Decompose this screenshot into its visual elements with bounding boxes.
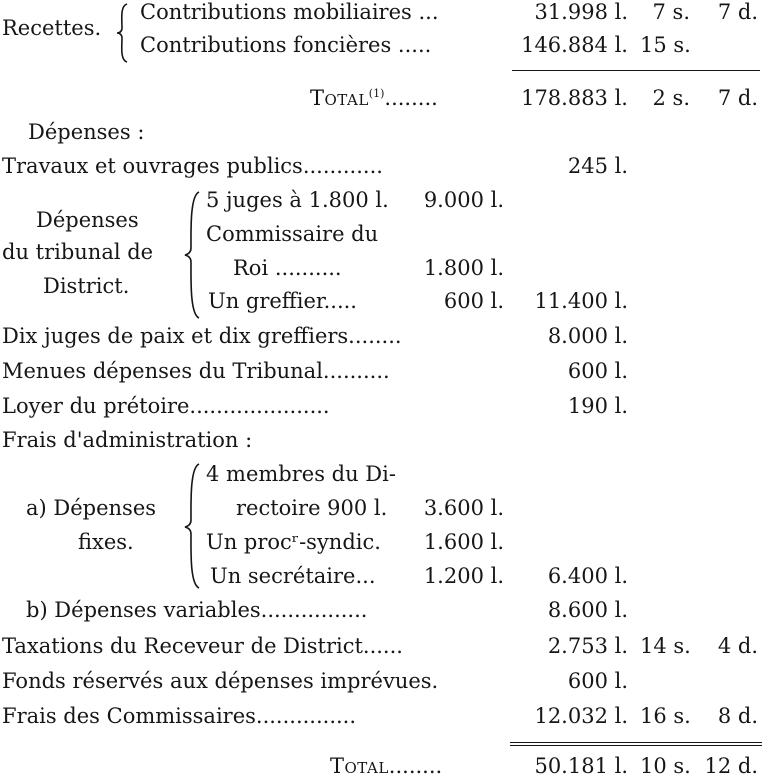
procureur-amount: 1.600 l. — [423, 530, 504, 554]
procureur-label: Un procʳ-syndic. — [206, 530, 381, 554]
recettes-total-deniers: 7 d. — [717, 86, 758, 110]
secretaire-amount: 1.200 l. — [423, 564, 504, 588]
loyer-amount: 190 l. — [567, 394, 628, 418]
foncieres-livres: 146.884 l. — [521, 33, 628, 57]
tribunal-label-2: du tribunal de — [2, 240, 154, 264]
fixes-subtotal: 6.400 l. — [547, 564, 628, 588]
taxations-label: Taxations du Receveur de District...... — [2, 634, 403, 658]
recettes-total-line — [310, 88, 438, 109]
fixes-brace — [184, 462, 202, 590]
greffier-label: Un greffier..... — [208, 289, 357, 313]
recettes-total-dots: ........ — [384, 86, 438, 110]
commissaire-line-2: Roi .......... — [233, 256, 342, 280]
frais-commissaires-livres: 12.032 l. — [534, 704, 628, 728]
fonds-label: Fonds réservés aux dépenses imprévues. — [2, 669, 439, 693]
variables-amount: 8.600 l. — [547, 598, 628, 622]
depenses-total-deniers: 12 d. — [704, 754, 758, 778]
juges-paix-label: Dix juges de paix et dix greffiers........ — [2, 324, 402, 348]
travaux-label: Travaux et ouvrages publics............ — [2, 154, 383, 178]
frais-admin-heading: Frais d'administration : — [2, 428, 253, 452]
mobiliaires-deniers: 7 d. — [717, 0, 758, 24]
fixes-label-1: a) Dépenses — [26, 496, 157, 520]
recettes-total-rule — [512, 70, 760, 71]
commissaire-amount: 1.800 l. — [423, 256, 504, 280]
frais-commissaires-label: Frais des Commissaires............... — [2, 704, 357, 728]
menues-label: Menues dépenses du Tribunal.......... — [2, 359, 390, 383]
travaux-amount: 245 l. — [567, 154, 628, 178]
menues-amount: 600 l. — [567, 359, 628, 383]
recettes-brace — [116, 2, 130, 64]
frais-commissaires-deniers: 8 d. — [717, 704, 758, 728]
depenses-total-rule-2 — [510, 745, 762, 746]
membres-amount: 3.600 l. — [423, 496, 504, 520]
loyer-label: Loyer du prétoire..................... — [2, 394, 330, 418]
tribunal-label-3: District. — [43, 274, 130, 298]
tribunal-brace — [184, 190, 202, 320]
depenses-total-rule-1 — [510, 742, 762, 743]
variables-label: b) Dépenses variables................ — [26, 598, 368, 622]
juges-paix-amount: 8.000 l. — [547, 324, 628, 348]
foncieres-sous: 15 s. — [640, 33, 691, 57]
commissaire-line-1: Commissaire du — [206, 222, 379, 246]
depenses-total-dots: ........ — [388, 754, 443, 778]
mobiliaires-sous: 7 s. — [652, 0, 690, 24]
fixes-label-2: fixes. — [78, 530, 134, 554]
depenses-heading: Dépenses : — [28, 120, 145, 144]
secretaire-label: Un secrétaire... — [210, 564, 376, 588]
taxations-livres: 2.753 l. — [547, 634, 628, 658]
recettes-label: Recettes. — [2, 16, 102, 40]
tribunal-label-1: Dépenses — [36, 208, 139, 232]
greffier-amount: 600 l. — [443, 289, 504, 313]
juges-amount: 9.000 l. — [423, 188, 504, 212]
tribunal-subtotal: 11.400 l. — [534, 289, 628, 313]
taxations-deniers: 4 d. — [717, 634, 758, 658]
recettes-total-label: Total — [310, 86, 369, 110]
depenses-total-livres: 50.181 l. — [534, 754, 628, 778]
membres-line-1: 4 membres du Di- — [206, 462, 396, 486]
recettes-total-sous: 2 s. — [652, 86, 690, 110]
recettes-total-note: (1) — [368, 87, 385, 100]
mobiliaires-label: Contributions mobiliaires ... — [140, 0, 439, 24]
frais-commissaires-sous: 16 s. — [640, 704, 691, 728]
taxations-sous: 14 s. — [640, 634, 691, 658]
depenses-total-line — [330, 756, 442, 777]
recettes-total-livres: 178.883 l. — [521, 86, 628, 110]
mobiliaires-livres: 31.998 l. — [534, 0, 628, 24]
membres-line-2: rectoire 900 l. — [236, 496, 388, 520]
depenses-total-label: Total — [330, 754, 389, 778]
depenses-total-sous: 10 s. — [640, 754, 691, 778]
foncieres-label: Contributions foncières ..... — [140, 33, 432, 57]
juges-label: 5 juges à 1.800 l. — [206, 188, 389, 212]
fonds-amount: 600 l. — [567, 669, 628, 693]
